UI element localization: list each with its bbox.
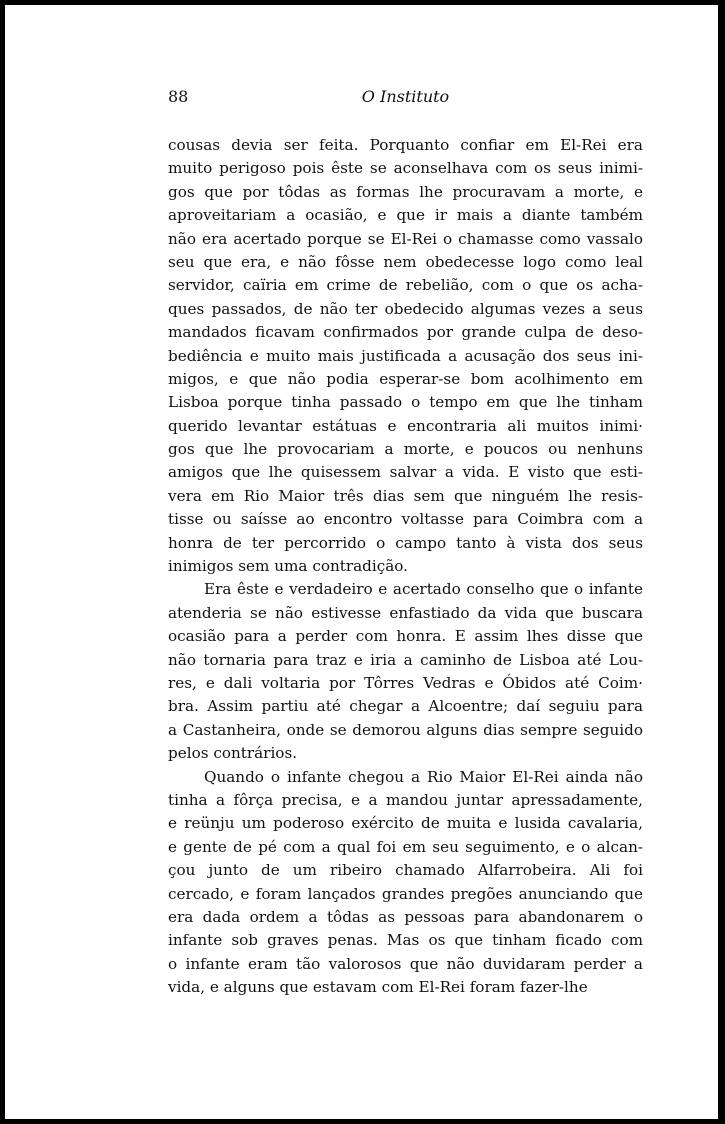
text-line: querido levantar estátuas e encontraria ali muitos inimi· — [168, 416, 643, 435]
text-line: não era acertado porque se El-Rei o chamasse como vassalo — [168, 229, 643, 248]
text-line: Lisboa porque tinha passado o tempo em que lhe tinham — [168, 393, 643, 412]
text-line: ocasião para a perder com honra. E assim lhes disse que — [168, 627, 643, 646]
text-line: Quando o infante chegou a Rio Maior El-Rei ainda não — [204, 767, 643, 786]
text-line: gos que lhe provocariam a morte, e poucos ou nenhuns — [168, 440, 643, 459]
text-line: gos que por tôdas as formas lhe procuravam a morte, e — [168, 182, 643, 201]
text-line: atenderia se não estivesse enfastiado da vida que buscara — [168, 603, 643, 622]
text-line: tisse ou saísse ao encontro voltasse para Coimbra com a — [168, 510, 643, 529]
text-line: çou junto de um ribeiro chamado Alfarrobeira. Ali foi — [168, 861, 643, 880]
text-line: inimigos sem uma contradição. — [168, 557, 409, 576]
text-line: cousas devia ser feita. Porquanto confiar em El-Rei era — [168, 136, 643, 154]
text-line: res, e dali voltaria por Tôrres Vedras e Óbidos até Coim· — [168, 673, 643, 692]
paragraph — [168, 578, 643, 765]
text-line: infante sob graves penas. Mas os que tinham ficado com — [168, 931, 643, 950]
text-line: o infante eram tão valorosos que não duvidaram perder a — [168, 954, 643, 973]
text-line: seu que era, e não fôsse nem obedecesse logo como leal — [168, 252, 643, 271]
text-line: ques passados, de não ter obedecido algumas vezes a seus — [168, 299, 643, 318]
text-line: migos, e que não podia esperar-se bom acolhimento em — [168, 369, 643, 388]
text-line: era dada ordem a tôdas as pessoas para abandonarem o — [168, 907, 643, 926]
text-line: não tornaria para traz e iria a caminho de Lisboa até Lou- — [168, 650, 643, 669]
text-line: e gente de pé com a qual foi em seu seguimento, e o alcan- — [168, 837, 643, 856]
paragraph — [168, 766, 643, 1000]
text-line: e reünju um poderoso exército de muita e lusida cavalaria, — [168, 814, 643, 833]
text-line: amigos que lhe quisessem salvar a vida. E visto que esti- — [168, 463, 643, 482]
text-line: cercado, e foram lançados grandes pregões anunciando que — [168, 884, 643, 903]
text-line: bra. Assim partiu até chegar a Alcoentre; daí seguiu para — [168, 697, 643, 716]
text-line: mandados ficavam confirmados por grande culpa de deso- — [168, 323, 643, 342]
running-title: O Instituto — [361, 87, 450, 106]
text-line: vera em Rio Maior três dias sem que ninguém lhe resis- — [168, 486, 643, 505]
text-line: bediência e muito mais justificada a acusação dos seus ini- — [168, 346, 643, 365]
page-header — [168, 87, 643, 111]
text-line: honra de ter percorrido o campo tanto à vista dos seus — [168, 533, 643, 552]
text-line: muito perigoso pois êste se aconselhava com os seus inimi- — [168, 159, 643, 178]
text-line: Era êste e verdadeiro e acertado conselho que o infante — [204, 580, 643, 599]
body-text — [168, 134, 643, 999]
text-line: tinha a fôrça precisa, e a mandou juntar apressadamente, — [168, 790, 643, 809]
text-line: pelos contrários. — [168, 744, 298, 763]
page-number: 88 — [168, 87, 189, 106]
text-line: a Castanheira, onde se demorou alguns dias sempre seguido — [168, 720, 643, 739]
text-line: servidor, caïria em crime de rebelião, com o que os acha- — [168, 276, 643, 295]
paragraph — [168, 134, 643, 578]
text-line: vida, e alguns que estavam com El-Rei foram fazer-lhe — [168, 978, 588, 997]
text-line: aproveitariam a ocasião, e que ir mais a diante também — [168, 206, 643, 225]
